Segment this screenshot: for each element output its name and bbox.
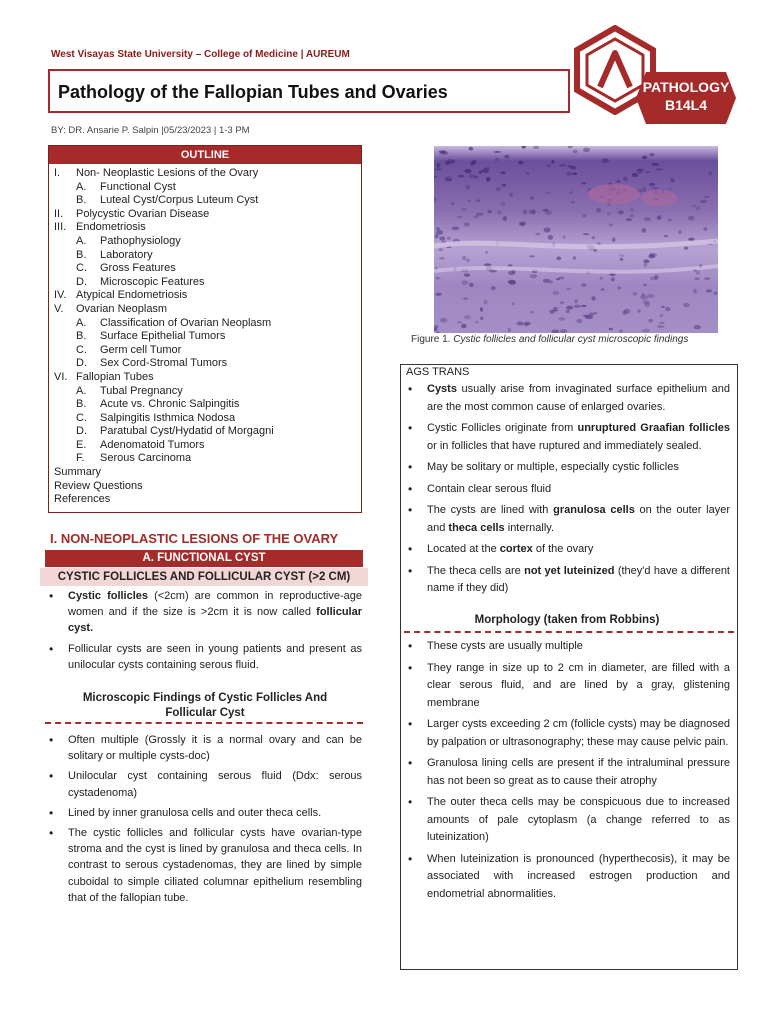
outline-item-label: Microscopic Features	[100, 275, 205, 288]
outline-item	[54, 452, 354, 466]
ags-bullet-list	[404, 381, 730, 602]
outline-item	[54, 398, 354, 412]
histology-micrograph	[434, 146, 718, 333]
outline-list	[54, 167, 354, 507]
outline-item-label: Paratubal Cyst/Hydatid of Morgagni	[100, 425, 274, 438]
bullet-item: • The cysts are lined with granulosa cells on the outer layer and theca cells internally.	[404, 502, 730, 537]
outline-item	[54, 480, 354, 494]
left-bullet-list-1	[45, 588, 362, 677]
outline-item-number: B.	[76, 398, 87, 411]
bullet-item: • Follicular cysts are seen in young patients and present as unilocular cysts containing serous fluid.	[45, 641, 362, 673]
badge-code: B14L4	[664, 97, 708, 113]
outline-item-label: Endometriosis	[76, 221, 146, 234]
outline-item	[54, 276, 354, 290]
outline-item-number: B.	[76, 194, 87, 207]
outline-item-label: Laboratory	[100, 248, 153, 261]
outline-item	[54, 439, 354, 453]
outline-item-number: F.	[76, 452, 85, 465]
topic-heading: CYSTIC FOLLICLES AND FOLLICULAR CYST (>2 CM)	[40, 568, 368, 586]
morphology-divider	[404, 631, 734, 633]
outline-item-number: IV.	[54, 289, 67, 302]
outline-item-number: C.	[76, 262, 87, 275]
byline: BY: DR. Ansarie P. Salpin |05/23/2023 | 1-3 PM	[51, 125, 250, 136]
outline-item-number: V.	[54, 302, 64, 315]
ags-trans-label: AGS TRANS	[406, 366, 470, 378]
bullet-item: • Cystic Follicles originate from unruptured Graafian follicles or in follicles that have ruptured and immediately sealed.	[404, 420, 730, 455]
university-header: West Visayas State University – College of Medicine | AUREUM	[51, 49, 350, 60]
bullet-item: • May be solitary or multiple, especially cystic follicles	[404, 459, 730, 477]
outline-item	[54, 412, 354, 426]
outline-item	[54, 194, 354, 208]
outline-item-number: A.	[76, 316, 87, 329]
outline-item-label: Pathophysiology	[100, 234, 181, 247]
outline-item-label: Ovarian Neoplasm	[76, 302, 168, 315]
outline-item-label: Polycystic Ovarian Disease	[76, 207, 210, 220]
outline-item-number: D.	[76, 275, 87, 288]
outline-item	[54, 317, 354, 331]
outline-item	[54, 167, 354, 181]
outline-item-number: D.	[76, 425, 87, 438]
outline-item-number: A.	[76, 384, 87, 397]
outline-item	[54, 330, 354, 344]
outline-item-number: II.	[54, 207, 64, 220]
outline-item-label: Summary	[54, 466, 102, 479]
outline-item-label: Functional Cyst	[100, 180, 176, 193]
bullet-item: • Cystic follicles (<2cm) are common in reproductive-age women and if the size is >2cm it is now called follicular cyst.	[45, 588, 362, 637]
outline-item	[54, 221, 354, 235]
outline-item-number: A.	[76, 180, 87, 193]
left-bullet-list-2	[45, 732, 362, 910]
outline-item-number: C.	[76, 411, 87, 424]
bullet-item: • Cysts usually arise from invaginated surface epithelium and are the most common cause of enlarged ovaries.	[404, 381, 730, 416]
outline-item-label: Atypical Endometriosis	[76, 289, 188, 302]
outline-item-label: Tubal Pregnancy	[100, 384, 183, 397]
figure-caption	[411, 334, 688, 345]
badge-label	[636, 78, 736, 114]
outline-item-label: Serous Carcinoma	[100, 452, 192, 465]
outline-item	[54, 249, 354, 263]
outline-item	[54, 181, 354, 195]
outline-item-number: A.	[76, 234, 87, 247]
outline-heading: OUTLINE	[49, 146, 361, 164]
figure-caption-text: Cystic follicles and follicular cyst microscopic findings	[453, 334, 689, 345]
outline-item-label: Luteal Cyst/Corpus Luteum Cyst	[100, 194, 259, 207]
outline-item-number: B.	[76, 330, 87, 343]
bullet-item: • Located at the cortex of the ovary	[404, 541, 730, 559]
outline-item-number: E.	[76, 438, 87, 451]
subsection-heading: A. FUNCTIONAL CYST	[45, 550, 363, 567]
outline-item	[54, 289, 354, 303]
bullet-item: • Unilocular cyst containing serous fluid (Ddx: serous cystadenoma)	[45, 768, 362, 800]
outline-item-label: Fallopian Tubes	[76, 370, 154, 383]
bullet-item: • The theca cells are not yet luteinized (they'd have a different name if they did)	[404, 563, 730, 598]
outline-item-label: Salpingitis Isthmica Nodosa	[100, 411, 236, 424]
page-title: Pathology of the Fallopian Tubes and Ovaries	[58, 82, 448, 102]
outline-item-label: Adenomatoid Tumors	[100, 438, 205, 451]
outline-item-label: Non- Neoplastic Lesions of the Ovary	[76, 167, 259, 179]
figure-caption-label: Figure 1.	[411, 334, 451, 345]
outline-item	[54, 262, 354, 276]
morphology-heading: Morphology (taken from Robbins)	[474, 614, 660, 626]
micro-heading-divider	[45, 722, 363, 724]
outline-item	[54, 371, 354, 385]
outline-item-label: Classification of Ovarian Neoplasm	[100, 316, 272, 329]
outline-item	[54, 303, 354, 317]
bullet-item: • Larger cysts exceeding 2 cm (follicle cysts) may be diagnosed by palpation or ultrasonography; these may cause pelvic pain.	[404, 716, 730, 751]
bullet-item: • The outer theca cells may be conspicuous due to increased amounts of pale cytoplasm (a change referred to as luteinization)	[404, 794, 730, 847]
bullet-item: • The cystic follicles and follicular cysts have ovarian-type stroma and the cyst is lined by granulosa and theca cells. In contrast to serous cystadenomas, they are lined by simple cuboidal to simple ciliated columnar epithelium resembling that of the fallopian tube.	[45, 825, 362, 906]
outline-item	[54, 357, 354, 371]
bullet-item: • These cysts are usually multiple	[404, 638, 730, 656]
outline-item	[54, 235, 354, 249]
outline-item	[54, 466, 354, 480]
outline-item-label: Acute vs. Chronic Salpingitis	[100, 398, 240, 411]
bullet-item: • Lined by inner granulosa cells and outer theca cells.	[45, 805, 362, 821]
outline-item-number: D.	[76, 357, 87, 370]
outline-item-label: References	[54, 493, 111, 506]
section-heading: I. NON-NEOPLASTIC LESIONS OF THE OVARY	[50, 531, 339, 546]
outline-item-number: B.	[76, 248, 87, 261]
outline-item-label: Surface Epithelial Tumors	[100, 330, 226, 343]
outline-item-number: C.	[76, 343, 87, 356]
bullet-item: • Granulosa lining cells are present if the intraluminal pressure has not been so great as to cause their atrophy	[404, 755, 730, 790]
outline-item	[54, 208, 354, 222]
morphology-bullet-list	[404, 638, 730, 907]
outline-item-label: Gross Features	[100, 262, 176, 275]
outline-item	[54, 425, 354, 439]
outline-item-number: III.	[54, 221, 67, 234]
outline-item	[54, 385, 354, 399]
outline-item-label: Germ cell Tumor	[100, 343, 182, 356]
badge-subject: PATHOLOGY	[642, 79, 730, 95]
outline-item-label: Review Questions	[54, 479, 143, 492]
micro-heading: Microscopic Findings of Cystic Follicles And Follicular Cyst	[82, 692, 328, 719]
bullet-item: • Contain clear serous fluid	[404, 481, 730, 499]
outline-item	[54, 344, 354, 358]
outline-item-number: I.	[54, 167, 61, 179]
outline-item	[54, 493, 354, 507]
bullet-item: • Often multiple (Grossly it is a normal ovary and can be solitary or multiple cysts-doc)	[45, 732, 362, 764]
outline-item-number: VI.	[54, 370, 68, 383]
outline-item-label: Sex Cord-Stromal Tumors	[100, 357, 228, 370]
bullet-item: • When luteinization is pronounced (hyperthecosis), it may be associated with increased estrogen production and endometrial abnormalities.	[404, 851, 730, 904]
bullet-item: • They range in size up to 2 cm in diameter, are filled with a clear serous fluid, and are lined by a gray, glistening membrane	[404, 660, 730, 713]
